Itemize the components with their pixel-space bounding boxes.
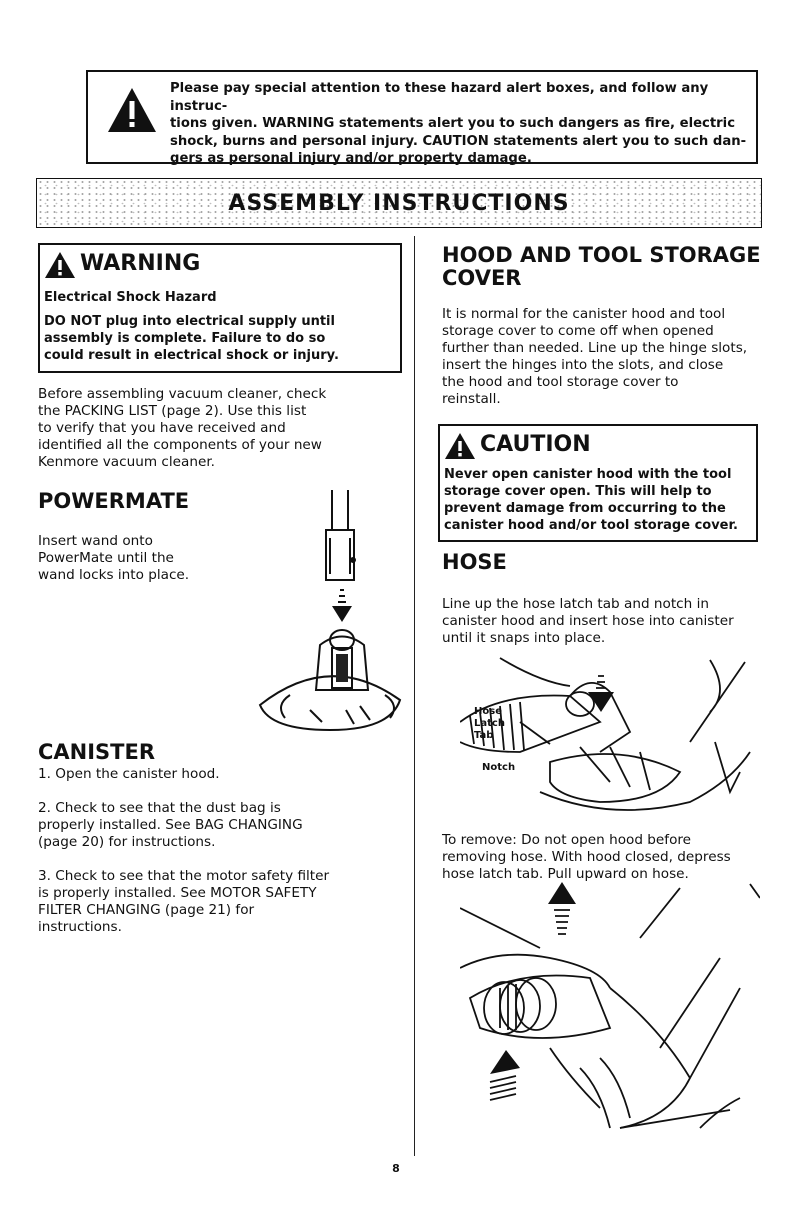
warning-triangle-icon [444,432,476,460]
canister-heading: CANISTER [38,740,156,764]
warning-box [38,243,402,373]
powermate-heading: POWERMATE [38,489,190,513]
down-arrow-icon [332,590,352,622]
powermate-head-shape [260,630,400,730]
powermate-illustration [250,490,410,740]
hood-heading: HOOD AND TOOL STORAGE COVER [442,243,761,290]
hose-label: Hose Latch Tab [474,706,505,741]
hose-heading: HOSE [442,550,507,574]
caution-text: Never open canister hood with the tool storage cover open. This will help to prevent damage from occurring to the canister hood and/or tool storage cover. [444,467,738,533]
canister-step-2: 2. Check to see that the dust bag is properly installed. See BAG CHANGING (page 20) for instructions. [38,800,303,850]
hose-insert-illustration [460,652,760,822]
notch-label: Notch [482,762,516,773]
hose-remove-paragraph: To remove: Do not open hood before removing hose. With hood closed, depress hose latch tab. Pull upward on hose. [442,832,731,882]
warning-heading: WARNING [80,251,201,276]
column-divider [414,236,415,1156]
hazard-notice-box [86,70,758,164]
page-number: 8 [392,1162,400,1175]
intro-paragraph: Before assembling vacuum cleaner, check the PACKING LIST (page 2). Use this list to verify that you have received and identified all the components of your new Kenmore vacuum cleaner. [38,386,327,470]
canister-step-3: 3. Check to see that the motor safety filter is properly installed. See MOTOR SAFETY FILTER CHANGING (page 21) for instructions. [38,868,330,935]
powermate-text: Insert wand onto PowerMate until the wand locks into place. [38,533,190,583]
hose-paragraph: Line up the hose latch tab and notch in canister hood and insert hose into canister until it snaps into place. [442,596,734,646]
caution-box [438,424,758,542]
caution-heading: CAUTION [480,432,591,457]
warning-subtitle: Electrical Shock Hazard [44,290,217,305]
hose-remove-illustration [460,878,760,1138]
warning-text: DO NOT plug into electrical supply until assembly is complete. Failure to do so could result in electrical shock or injury. [44,314,339,363]
banner-title: ASSEMBLY INSTRUCTIONS [228,191,570,216]
warning-triangle-icon [106,86,158,134]
hazard-notice-text: Please pay special attention to these hazard alert boxes, and follow any instruc- tions given. WARNING statements alert you to such dangers as fire, electric shock, burns and personal injury. CAUTION statements alert you to such dan- gers as personal injury and/or property damage. [170,81,747,166]
up-arrow-icon [548,882,576,934]
section-banner [36,178,762,228]
canister-step-1: 1. Open the canister hood. [38,766,220,782]
hood-paragraph: It is normal for the canister hood and tool storage cover to come off when opened further than needed. Line up the hinge slots, insert the hinges into the slots, and close the hood and tool storage cover to reinstall. [442,306,748,407]
up-arrow-icon [490,1050,520,1100]
wand-shape [326,490,355,580]
warning-triangle-icon [44,251,76,279]
